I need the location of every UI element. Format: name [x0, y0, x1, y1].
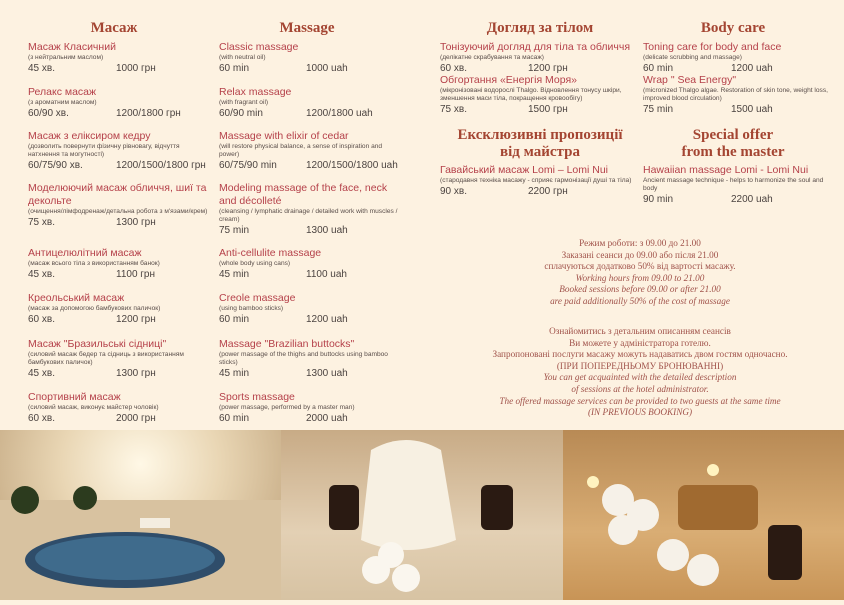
special-title-en-line1: Special offer — [692, 127, 774, 143]
service-duration: 75 хв. — [440, 104, 467, 115]
service-description: (стародавня техніка масажу - сприяє гармонізації душі та тіла) — [440, 177, 632, 184]
massage-en-item — [219, 130, 404, 172]
special-title-uk-line1: Ексклюзивні пропозиції — [457, 127, 623, 143]
sauna-illustration — [563, 430, 844, 600]
service-row — [28, 107, 208, 120]
service-name: Тонізуючий догляд для тіла та обличчя — [440, 41, 631, 53]
service-duration: 60 хв. — [28, 413, 55, 424]
info-en-1: You can get acquainted with the detailed description — [543, 372, 737, 383]
service-duration: 45 хв. — [28, 269, 55, 280]
service-price: 1100 грн — [116, 269, 156, 280]
hours-en-3: are paid additionally 50% of the cost of massage — [550, 295, 730, 306]
service-price: 2000 грн — [116, 413, 156, 424]
service-row — [440, 103, 640, 116]
service-description: (cleansing / lymphatic drainage / detailed work with muscles / cream) — [219, 208, 398, 223]
pool-photo — [0, 430, 281, 600]
service-duration: 45 min — [219, 269, 250, 280]
service-name: Anti-cellulite massage — [219, 247, 322, 259]
service-duration: 60/75/90 хв. — [28, 160, 83, 171]
massage-uk-item — [28, 182, 208, 229]
service-row — [219, 268, 404, 281]
special-uk-item — [440, 164, 640, 198]
special-en-item — [643, 164, 838, 206]
service-name: Creole massage — [219, 292, 296, 304]
service-row — [643, 103, 838, 116]
body-care-title-uk: Догляд за тілом — [486, 20, 594, 36]
service-name: Моделюючий масаж обличчя, шиї та декольте — [28, 182, 207, 207]
service-price: 1500 uah — [731, 104, 773, 115]
service-duration: 75 min — [643, 104, 674, 115]
service-name: Classic massage — [219, 41, 299, 53]
service-description: (з нейтральним маслом) — [28, 54, 104, 61]
service-duration: 60 min — [219, 314, 250, 325]
service-price: 2200 uah — [731, 194, 773, 205]
booking-info — [440, 326, 840, 419]
service-price: 1200 грн — [528, 63, 568, 74]
massage-uk-item — [28, 41, 208, 75]
service-duration: 90 хв. — [440, 186, 467, 197]
body-care-uk-item — [440, 74, 640, 116]
service-row — [28, 159, 208, 172]
service-description: (with fragrant oil) — [219, 99, 269, 106]
massage-uk-item — [28, 292, 208, 326]
massage-en-item — [219, 182, 404, 237]
service-duration: 60/90 хв. — [28, 108, 69, 119]
service-duration: 60 хв. — [440, 63, 467, 74]
service-price: 1100 uah — [306, 269, 347, 280]
service-description: (with neutral oil) — [219, 54, 266, 61]
service-duration: 60 min — [219, 413, 250, 424]
service-price: 1000 грн — [116, 63, 156, 74]
sauna-photo — [563, 430, 844, 600]
service-name: Massage "Brazilian buttocks" — [219, 338, 355, 350]
pool-illustration — [0, 430, 281, 600]
body-care-en-item — [643, 41, 838, 75]
service-price: 1000 uah — [306, 63, 348, 74]
service-price: 1200 uah — [306, 314, 348, 325]
service-name: Масаж "Бразильські сідниці" — [28, 338, 167, 350]
service-price: 1300 uah — [306, 225, 348, 236]
service-row — [28, 313, 208, 326]
service-name: Релакс масаж — [28, 86, 97, 98]
service-name: Гавайський масаж Lomi – Lomi Nui — [440, 164, 609, 176]
service-duration: 75 хв. — [28, 217, 55, 228]
massage-en-item — [219, 338, 404, 380]
service-price: 1300 грн — [116, 368, 156, 379]
service-name: Антицелюлітний масаж — [28, 247, 142, 259]
body-care-en-item — [643, 74, 838, 116]
service-duration: 45 хв. — [28, 63, 55, 74]
service-duration: 75 min — [219, 225, 250, 236]
info-en-2: of sessions at the hotel administrator. — [571, 383, 709, 394]
service-name: Hawaiian massage Lomi - Lomi Nui — [643, 164, 809, 176]
special-title-en-line2: from the master — [681, 144, 785, 160]
service-description: (дозволить повернути фізичну рівновагу, відчуття натхнення та могутності) — [28, 143, 180, 158]
massage-uk-item — [28, 86, 208, 120]
massage-title-en: Massage — [279, 20, 335, 36]
service-row — [440, 185, 640, 198]
service-name: Sports massage — [219, 391, 295, 403]
service-description: (очищення/лімфодренаж/детальна робота з м'язами/крем) — [28, 208, 208, 215]
massage-en-item — [219, 391, 404, 425]
info-en-3: The offered massage services can be provided to two guests at the same time — [499, 395, 781, 406]
working-hours — [440, 238, 840, 308]
service-name: Масаж з еліксиром кедру — [28, 130, 151, 142]
service-description: Ancient massage technique - helps to harmonize the soul and body — [643, 177, 824, 192]
massage-en-item — [219, 292, 404, 326]
body-care-title-en: Body care — [700, 20, 766, 36]
service-name: Масаж Класичний — [28, 41, 116, 53]
massage-uk-item — [28, 338, 208, 380]
service-price: 1200 uah — [731, 63, 773, 74]
service-duration: 60 хв. — [28, 314, 55, 325]
service-duration: 60/75/90 min — [219, 160, 277, 171]
service-price: 1200/1800 uah — [306, 108, 373, 119]
service-description: (делікатне скрабування та масаж) — [440, 54, 544, 61]
service-name: Modeling massage of the face, neck and décolleté — [219, 182, 388, 207]
info-uk-1: Ознайомитись з детальним описанням сеансів — [549, 326, 731, 336]
service-duration: 45 min — [219, 368, 250, 379]
service-duration: 60 min — [219, 63, 250, 74]
info-uk-4: (ПРИ ПОПЕРЕДНЬОМУ БРОНЮВАННІ) — [556, 360, 724, 371]
service-row — [219, 62, 404, 75]
service-price: 1300 uah — [306, 368, 348, 379]
info-uk-2: Ви можете у адміністратора готелю. — [569, 337, 711, 348]
body-care-uk-item — [440, 41, 640, 75]
service-description: (power massage, performed by a master man) — [219, 404, 355, 411]
service-row — [219, 224, 404, 237]
service-row — [219, 313, 404, 326]
service-description: (з ароматним маслом) — [28, 99, 97, 106]
service-name: Massage with elixir of cedar — [219, 130, 349, 142]
service-price: 1200 грн — [116, 314, 156, 325]
service-name: Обгортання «Енергія Моря» — [440, 74, 577, 86]
special-title-en — [643, 127, 823, 161]
hours-uk-3: сплачуються додатково 50% від вартості масажу. — [544, 261, 736, 272]
hours-uk-1: Режим роботи: з 09.00 до 21.00 — [579, 238, 701, 248]
service-row — [219, 367, 404, 380]
service-price: 2000 uah — [306, 413, 348, 424]
massage-uk-item — [28, 247, 208, 281]
special-title-uk — [440, 127, 640, 161]
special-title-uk-line2: від майстра — [500, 144, 580, 160]
service-price: 2200 грн — [528, 186, 568, 197]
massage-en-item — [219, 41, 404, 75]
service-row — [28, 216, 208, 229]
massage-en-item — [219, 86, 404, 120]
massage-uk-item — [28, 391, 208, 425]
massage-uk-item — [28, 130, 208, 172]
service-description: (масаж за допомогою бамбукових паличок) — [28, 305, 161, 312]
service-name: Toning care for body and face — [643, 41, 782, 53]
service-row — [28, 62, 208, 75]
service-name: Wrap " Sea Energy" — [643, 74, 737, 86]
service-description: (using bamboo sticks) — [219, 305, 284, 312]
service-row — [28, 412, 208, 425]
service-row — [28, 367, 208, 380]
hours-en-2: Booked sessions before 09.00 or after 21.00 — [559, 284, 721, 295]
service-name: Relax massage — [219, 86, 292, 98]
hours-uk-2: Заказані сеанси до 09.00 або після 21.00 — [561, 249, 719, 260]
service-duration: 45 хв. — [28, 368, 55, 379]
service-description: (micronized Thalgo algae. Restoration of skin tone, weight loss, improved blood circulation) — [643, 87, 828, 102]
service-row — [643, 193, 838, 206]
service-description: (силовий масаж, виконує майстер чоловік) — [28, 404, 159, 411]
service-description: (мікронізовані водорослі Thalgo. Відновлення тонусу шкіри, зменшення маси тіла, покращення кровообігу) — [440, 87, 622, 102]
info-en-4: (IN PREVIOUS BOOKING) — [587, 407, 693, 418]
service-description: (whole body using cans) — [219, 260, 291, 267]
service-description: (power massage of the thighs and buttocks using bamboo sticks) — [219, 351, 388, 366]
info-uk-3: Запропоновані послуги масажу можуть надаватись двом гостям одночасно. — [492, 349, 788, 360]
service-description: (delicate scrubbing and massage) — [643, 54, 742, 61]
service-row — [219, 107, 404, 120]
service-row — [219, 159, 404, 172]
massage-en-item — [219, 247, 404, 281]
service-price: 1500 грн — [528, 104, 568, 115]
hours-en-1: Working hours from 09.00 to 21.00 — [575, 272, 705, 283]
robe-photo — [281, 430, 563, 600]
service-price: 1200/1500/1800 uah — [306, 160, 398, 171]
service-price: 1200/1800 грн — [116, 108, 181, 119]
service-row — [219, 412, 404, 425]
service-duration: 60 min — [643, 63, 674, 74]
service-price: 1200/1500/1800 грн — [116, 160, 206, 171]
robe-illustration — [281, 430, 563, 600]
service-description: (силовий масаж бедер та сідниць з використанням бамбукових паличок) — [28, 351, 184, 366]
service-duration: 90 min — [643, 194, 674, 205]
service-description: (масаж всього тіла з використанням банок) — [28, 260, 160, 267]
service-name: Спортивний масаж — [28, 391, 121, 403]
service-price: 1300 грн — [116, 217, 156, 228]
service-duration: 60/90 min — [219, 108, 263, 119]
service-name: Креольський масаж — [28, 292, 125, 304]
service-description: (will restore physical balance, a sense of inspiration and power) — [219, 143, 383, 158]
massage-title-uk: Масаж — [90, 20, 138, 36]
service-row — [28, 268, 208, 281]
